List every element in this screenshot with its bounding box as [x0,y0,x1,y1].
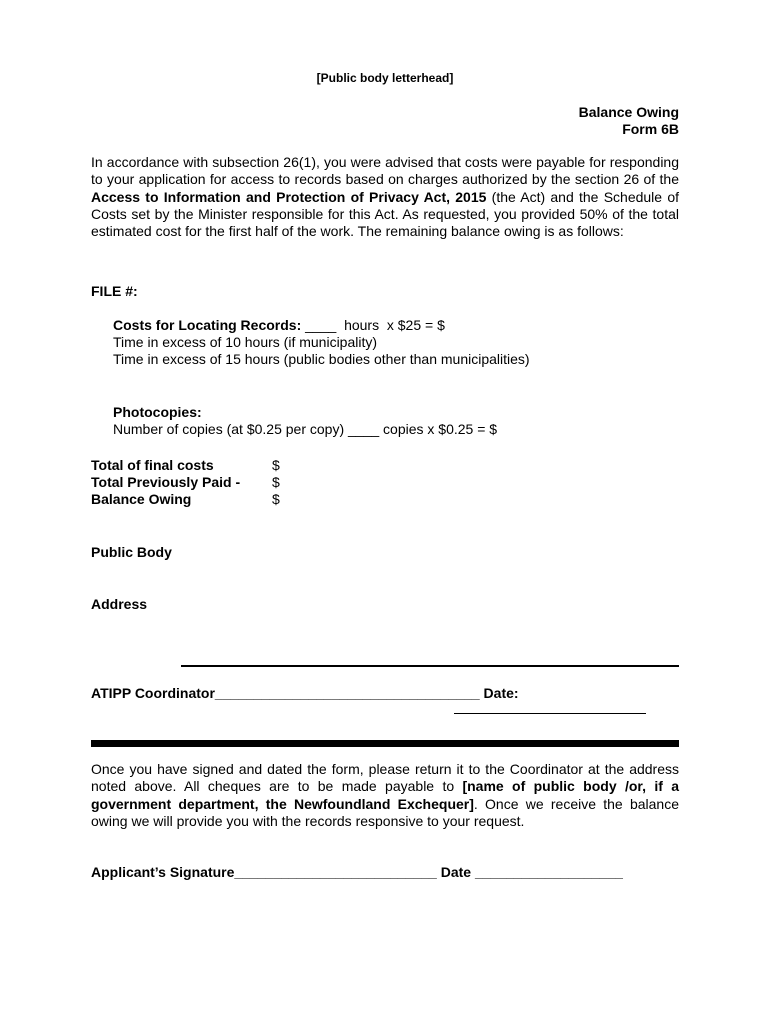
costs-label: Costs for Locating Records: [113,317,302,333]
total-previously-paid-value: $ [272,474,280,490]
form-title [579,104,679,138]
total-final-costs-value: $ [272,457,280,473]
totals-row [91,457,280,474]
applicant-date-field[interactable]: Date ___________________ [436,864,623,880]
costs-formula: ____ hours x $25 = $ [301,317,445,333]
intro-text-2: (the Act) and the Schedule of Costs set by the Minister responsible for this Act. As requested, you provided 50% of the total estimated cost for the first half of the work. The remaining balance owing is as follows: [91,188,679,240]
total-previously-paid-label: Total Previously Paid - [91,474,241,490]
coordinator-date-field[interactable] [454,713,646,714]
intro-paragraph [91,154,679,240]
costs-municipality-line: Time in excess of 10 hours (if municipality) [113,334,378,350]
letterhead-placeholder: [Public body letterhead] [316,71,454,85]
balance-owing-value: $ [272,491,280,507]
costs-public-body-line: Time in excess of 15 hours (public bodies other than municipalities) [113,351,530,367]
totals-table [91,457,280,508]
return-text-2: . Once we receive the balance owing we will provide you with the records responsive to your request. [91,795,679,829]
coordinator-line [91,685,519,701]
form-number: Form 6B [622,121,679,137]
totals-row [91,491,280,508]
coordinator-date-label: Date: [479,685,519,701]
photocopies-label: Photocopies: [113,404,202,420]
section-divider [91,740,679,747]
intro-text-1: In accordance with subsection 26(1), you were advised that costs were payable for responding to your application for access to records based on charges authorized by the section 26 of the [91,154,679,188]
address-label: Address [91,596,148,612]
file-number-label: FILE #: [91,283,138,299]
return-instructions [91,761,679,830]
balance-owing-label: Balance Owing [91,491,192,507]
photocopies-line: Number of copies (at $0.25 per copy) ____ copies x $0.25 = $ [113,421,498,437]
signature-rule [181,665,679,667]
payee-placeholder: [name of public body /or, if a government department, the Newfoundland Exchequer] [91,778,679,812]
costs-section [113,317,530,368]
public-body-label: Public Body [91,544,172,560]
totals-row [91,474,280,491]
photocopies-section [113,404,497,438]
total-final-costs-label: Total of final costs [91,457,214,473]
applicant-signature-line [91,864,623,880]
applicant-signature-field[interactable]: Applicant’s Signature__________________________ [91,864,437,880]
coordinator-signature-field[interactable]: ATIPP Coordinator__________________________________ [91,685,480,701]
act-name: Access to Information and Protection of Privacy Act, 2015 [91,188,487,205]
return-text-1: Once you have signed and dated the form, please return it to the Coordinator at the address noted above. All cheques are to be made payable to [91,761,679,795]
form-title-line1: Balance Owing [578,104,679,120]
